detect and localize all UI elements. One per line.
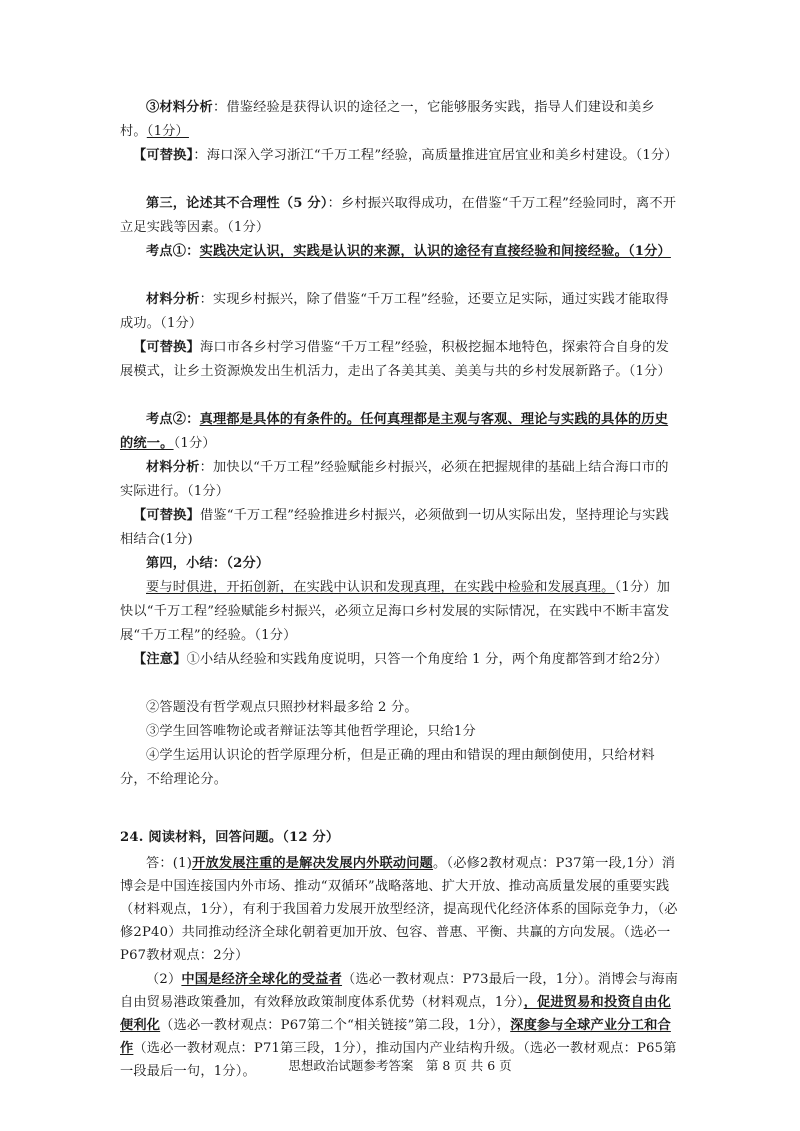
label: 【可替换】	[133, 508, 200, 523]
text: （选必一教材观点：P67第二个“相关链接”第二段，1分），	[160, 1018, 511, 1033]
label: 【可替换】	[133, 340, 200, 355]
replaceable-3	[120, 504, 680, 552]
text: ：加快以“千万工程”经验赋能乡村振兴，必须在把握规律的基础上结合海口市的实际进行。（1分）	[120, 460, 669, 499]
label: 【注意】	[133, 652, 187, 667]
material-analysis-5	[120, 456, 680, 504]
text: （选必一教材观点：P73最后一段，1分）。消博会与海南自由贸易港政策叠加，有效释放政策制度体系优势（材料观点，1分）	[120, 972, 679, 1010]
number: （2）	[146, 972, 182, 987]
text: ①小结从经验和实践角度说明，只答一个角度给 1 分，两个角度都答到才给2分）	[186, 652, 668, 667]
principle: 真理都是具体的有条件的。任何真理都是主观与客观、理论与实践的具体的历史的统一。	[120, 412, 669, 451]
score: （1分）	[146, 124, 189, 139]
label: ③材料分析	[146, 100, 213, 115]
key-point-2	[120, 408, 680, 456]
text: （1分）加快以“千万工程”经验赋能乡村振兴，必须立足海口乡村发展的实际情况，在实践中不断丰富发展“千万工程”的经验。（1分）	[120, 580, 671, 643]
key-point-1	[120, 240, 680, 264]
text: ②答题没有哲学观点只照抄材料最多给 2 分。	[146, 700, 418, 715]
principle: 要与时俱进，开拓创新，在实践中认识和发现真理，在实践中检验和发展真理。	[146, 580, 615, 595]
text: ③学生回答唯物论或者辩证法等其他哲学理论，只给1分	[146, 724, 476, 739]
material-analysis-3	[120, 96, 680, 144]
label: 第三，论述其不合理性（5 分）	[146, 196, 328, 211]
principle: ，促进贸易和投资自由化便利化	[120, 995, 671, 1033]
text: ：实现乡村振兴，除了借鉴“千万工程”经验，还要立足实际，通过实践才能取得成功。（1分）	[120, 292, 669, 331]
principle: 中国是经济全球化的受益者	[181, 972, 343, 987]
label: 考点②：	[146, 412, 200, 427]
label: 材料分析	[146, 292, 200, 307]
note-1	[120, 648, 680, 672]
text: ：乡村振兴取得成功，在借鉴“千万工程”经验同时，离不开立足实践等因素。（1分）	[120, 196, 677, 235]
material-analysis-4	[120, 288, 680, 336]
label: 【可替换】	[133, 148, 194, 163]
note-2	[120, 696, 680, 720]
question-24-title	[120, 826, 680, 850]
principle: 开放发展注重的是解决发展内外联动问题	[192, 856, 434, 871]
third-point	[120, 192, 680, 240]
label: 考点①：	[146, 244, 200, 259]
fourth-summary	[120, 552, 680, 576]
principle: 深度参与全球产业分工和合作	[120, 1018, 671, 1056]
answer-1	[120, 852, 680, 967]
principle: 实践决定认识，实践是认识的来源，认识的途径有直接经验和间接经验。（1分）	[199, 244, 671, 259]
question-title: 24. 阅读材料，回答问题。（12 分）	[120, 830, 340, 845]
note-4	[120, 744, 680, 792]
text: ：借鉴经验是获得认识的途径之一，它能够服务实践，指导人们建设和美乡村。	[120, 100, 655, 139]
text: 海口市各乡村学习借鉴“千万工程”经验，积极挖掘本地特色，探索符合自身的发展模式，让乡土资源焕发出生机活力，走出了各美其美、美美与共的乡村发展新路子。（1分）	[120, 340, 671, 379]
label: 材料分析	[146, 460, 200, 475]
replaceable-2	[120, 336, 680, 384]
page-footer: 思想政治试题参考答案 第 8 页 共 6 页	[288, 1058, 512, 1073]
note-3	[120, 720, 680, 744]
text: ：海口深入学习浙江“千万工程”经验，高质量推进宜居宜业和美乡村建设。（1分）	[193, 148, 678, 163]
replaceable-1	[120, 144, 680, 168]
text: 。（必修2教材观点：P37第一段,1分）消博会是中国连接国内外市场、推动“双循环”战略落地、扩大开放、推动高质量发展的重要实践（材料观点，1分），有利于我国着力发展开放型经济，提高现代化经济体系的国际竞争力，（必修2P40）共同推动经济全球化朝着更加开放、包容、普惠、平衡、共赢的方向发展。（选必一P67教材观点：2分）	[120, 856, 678, 963]
text: （选必一教材观点：P71第三段，1分），推动国内产业结构升级。（选必一教材观点：P65第一段最后一句，1分）。	[120, 1041, 677, 1079]
summary-text	[120, 576, 680, 648]
label: 第四，小结：（2分）	[146, 556, 270, 571]
number: 答：(1)	[146, 856, 193, 871]
score: （1分）	[173, 436, 216, 451]
text: 借鉴“千万工程”经验推进乡村振兴，必须做到一切从实际出发，坚持理论与实践相结合(1分)	[120, 508, 669, 547]
text: ④学生运用认识论的哲学原理分析，但是正确的理由和错误的理由颠倒使用，只给材料分，不给理论分。	[120, 748, 655, 787]
